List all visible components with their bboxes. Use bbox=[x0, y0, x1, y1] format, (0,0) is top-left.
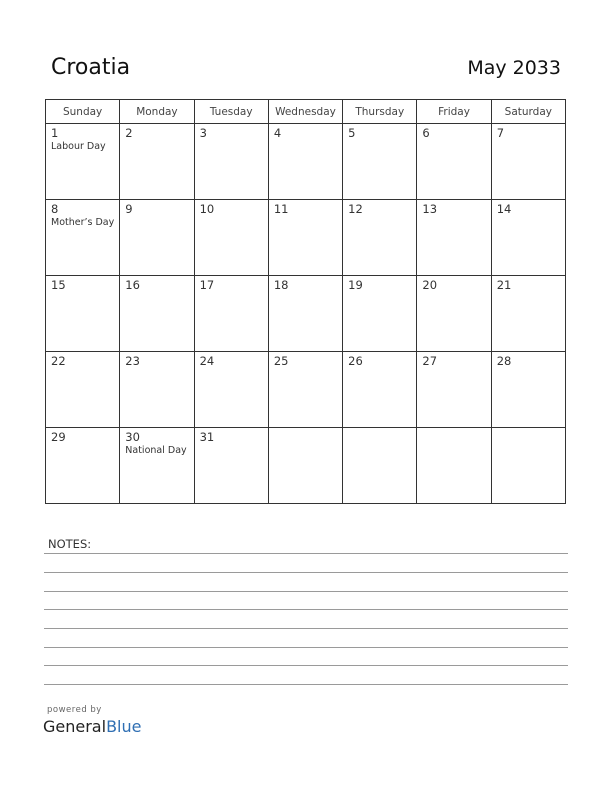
note-line bbox=[44, 591, 568, 592]
day-cell-17 bbox=[194, 276, 268, 352]
week-row bbox=[46, 352, 566, 428]
weekday-wednesday: Wednesday bbox=[268, 100, 342, 124]
week-row bbox=[46, 428, 566, 504]
week-row bbox=[46, 200, 566, 276]
week-row bbox=[46, 124, 566, 200]
powered-by-text: powered by bbox=[47, 705, 102, 715]
day-cell-11 bbox=[268, 200, 342, 276]
generalblue-logo[interactable] bbox=[43, 717, 141, 736]
weekday-monday: Monday bbox=[120, 100, 194, 124]
day-number: 19 bbox=[348, 278, 363, 292]
day-number: 18 bbox=[273, 278, 289, 292]
weekday-header-row bbox=[46, 100, 566, 124]
day-cell-1 bbox=[46, 124, 120, 200]
day-number: 20 bbox=[422, 278, 438, 292]
weekday-tuesday: Tuesday bbox=[194, 100, 268, 124]
empty-day-cell bbox=[343, 428, 417, 504]
note-line bbox=[44, 684, 568, 685]
day-cell-20 bbox=[417, 276, 491, 352]
day-cell-5 bbox=[343, 124, 417, 200]
day-number: 26 bbox=[348, 354, 363, 368]
day-number: 31 bbox=[199, 430, 215, 444]
empty-day-cell bbox=[268, 428, 342, 504]
day-number: 17 bbox=[199, 278, 215, 292]
day-number: 5 bbox=[348, 126, 356, 140]
day-number: 21 bbox=[496, 278, 512, 292]
day-cell-28 bbox=[491, 352, 565, 428]
country-title: Croatia bbox=[51, 55, 131, 80]
empty-day-cell bbox=[491, 428, 565, 504]
empty-day-cell bbox=[417, 428, 491, 504]
day-number: 9 bbox=[125, 202, 133, 216]
day-cell-27 bbox=[417, 352, 491, 428]
day-number: 2 bbox=[125, 126, 133, 140]
day-number: 10 bbox=[199, 202, 215, 216]
day-number: 12 bbox=[348, 202, 363, 216]
day-cell-22 bbox=[46, 352, 120, 428]
holiday-label: Mother’s Day bbox=[51, 217, 115, 228]
day-number: 3 bbox=[199, 126, 207, 140]
weekday-thursday: Thursday bbox=[343, 100, 417, 124]
note-line bbox=[44, 609, 568, 610]
day-cell-7 bbox=[491, 124, 565, 200]
day-number: 13 bbox=[422, 202, 438, 216]
day-number: 1 bbox=[51, 126, 59, 140]
day-number: 24 bbox=[199, 354, 215, 368]
notes-label: NOTES: bbox=[48, 537, 92, 551]
day-cell-19 bbox=[343, 276, 417, 352]
day-number: 25 bbox=[273, 354, 289, 368]
day-cell-8 bbox=[46, 200, 120, 276]
day-number: 23 bbox=[125, 354, 140, 368]
day-cell-14 bbox=[491, 200, 565, 276]
day-cell-13 bbox=[417, 200, 491, 276]
day-cell-25 bbox=[268, 352, 342, 428]
weekday-saturday: Saturday bbox=[491, 100, 565, 124]
day-cell-31 bbox=[194, 428, 268, 504]
day-number: 8 bbox=[51, 202, 59, 216]
day-number: 16 bbox=[125, 278, 140, 292]
day-cell-10 bbox=[194, 200, 268, 276]
day-cell-9 bbox=[120, 200, 194, 276]
week-row bbox=[46, 276, 566, 352]
day-number: 29 bbox=[51, 430, 66, 444]
note-line bbox=[44, 628, 568, 629]
day-number: 4 bbox=[273, 126, 282, 140]
day-cell-4 bbox=[268, 124, 342, 200]
note-line bbox=[44, 572, 568, 573]
day-cell-16 bbox=[120, 276, 194, 352]
calendar-grid bbox=[45, 99, 566, 504]
day-number: 11 bbox=[273, 202, 289, 216]
day-number: 15 bbox=[51, 278, 66, 292]
day-cell-23 bbox=[120, 352, 194, 428]
day-number: 28 bbox=[496, 354, 512, 368]
day-cell-12 bbox=[343, 200, 417, 276]
day-cell-30 bbox=[120, 428, 194, 504]
day-number: 30 bbox=[125, 430, 140, 444]
holiday-label: Labour Day bbox=[51, 141, 106, 152]
day-cell-29 bbox=[46, 428, 120, 504]
day-number: 27 bbox=[422, 354, 438, 368]
day-cell-21 bbox=[491, 276, 565, 352]
day-cell-15 bbox=[46, 276, 120, 352]
day-cell-18 bbox=[268, 276, 342, 352]
month-title: May 2033 bbox=[467, 57, 561, 79]
day-number: 6 bbox=[422, 126, 430, 140]
day-number: 22 bbox=[51, 354, 66, 368]
day-cell-26 bbox=[343, 352, 417, 428]
holiday-label: National Day bbox=[125, 445, 187, 456]
day-cell-2 bbox=[120, 124, 194, 200]
day-cell-6 bbox=[417, 124, 491, 200]
note-line bbox=[44, 665, 568, 666]
weekday-friday: Friday bbox=[417, 100, 491, 124]
note-line bbox=[44, 553, 568, 554]
day-number: 7 bbox=[496, 126, 505, 140]
day-cell-24 bbox=[194, 352, 268, 428]
day-cell-3 bbox=[194, 124, 268, 200]
day-number: 14 bbox=[496, 202, 512, 216]
note-line bbox=[44, 647, 568, 648]
weekday-sunday: Sunday bbox=[46, 100, 120, 124]
brand-general: General bbox=[43, 717, 107, 736]
brand-blue: Blue bbox=[106, 717, 142, 736]
